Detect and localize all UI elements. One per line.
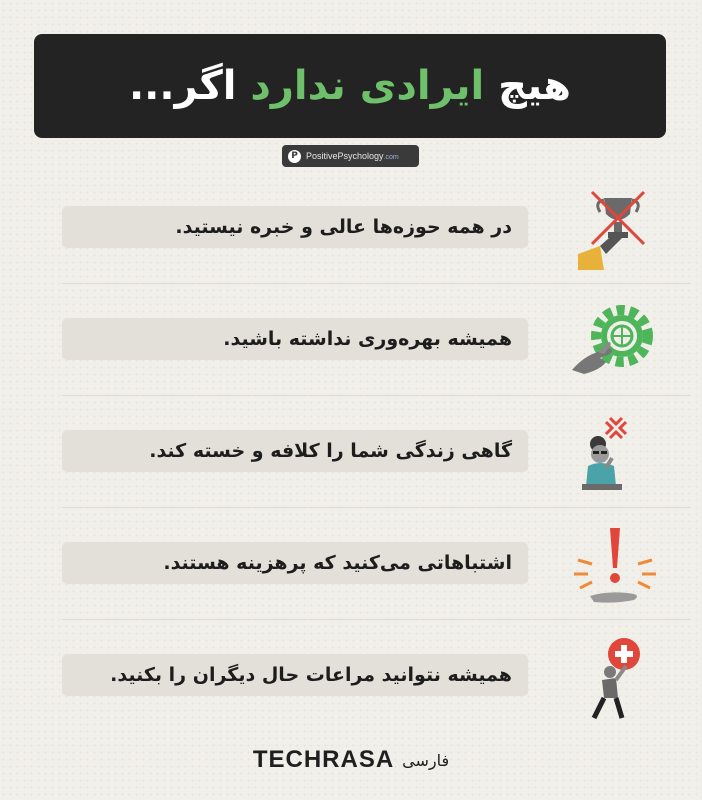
item-text: همیشه بهره‌وری نداشته باشید. <box>223 328 512 350</box>
item-box <box>62 206 528 248</box>
list-item <box>0 284 702 396</box>
positive-psychology-logo-icon: P <box>288 150 301 163</box>
source-badge <box>282 145 419 167</box>
page-title <box>129 63 571 109</box>
title-banner <box>34 34 666 138</box>
techrasa-logo: TECHRASA <box>252 746 395 773</box>
item-box <box>62 430 528 472</box>
title-accent: ایرادی ندارد <box>250 63 485 109</box>
item-box <box>62 318 528 360</box>
list-item <box>0 620 702 732</box>
brand-language-label: فارسی <box>402 750 450 770</box>
item-box <box>62 654 528 696</box>
list-item <box>0 508 702 620</box>
hand-gear-icon <box>570 296 660 386</box>
item-text: همیشه نتوانید مراعات حال دیگران را بکنید. <box>110 664 512 686</box>
item-text: در همه حوزه‌ها عالی و خبره نیستید. <box>175 216 512 238</box>
item-text: گاهی زندگی شما را کلافه و خسته کند. <box>149 440 512 462</box>
source-name: PositivePsychology.com <box>306 151 399 161</box>
item-box <box>62 542 528 584</box>
frustrated-woman-icon <box>570 408 660 498</box>
man-carrying-plus-icon <box>570 632 660 722</box>
list-item <box>0 172 702 284</box>
footer <box>0 740 702 780</box>
exclamation-hand-icon <box>570 520 660 610</box>
title-part1: هیچ <box>498 63 572 109</box>
crossed-trophy-icon <box>570 184 660 274</box>
item-text: اشتباهاتی می‌کنید که پرهزینه هستند. <box>163 552 512 574</box>
title-part2: اگر... <box>128 63 237 109</box>
list-item <box>0 396 702 508</box>
